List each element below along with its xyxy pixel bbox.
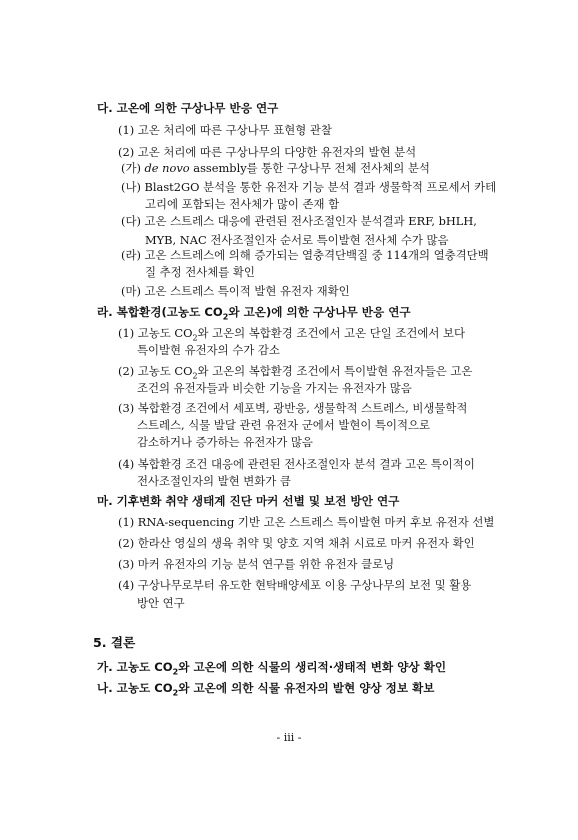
- sub-item-na: (나) Blast2GO 분석을 통한 유전자 기능 분석 결과 생물학적 프로세서 카테: [121, 180, 497, 194]
- section-heading-da: 다. 고온에 의한 구상나무 반응 연구: [97, 101, 279, 115]
- list-item: (2) 고온 처리에 따른 구상나무의 다양한 유전자의 발현 분석: [118, 145, 417, 159]
- conclusion-item-ga: [97, 660, 446, 679]
- heading-text: 와 고온)에 의한 구상나무 반응 연구: [228, 305, 411, 319]
- section-heading-ra: [97, 305, 411, 324]
- sub-item-na-cont: 고리에 포함되는 전사체가 많이 존재 함: [145, 197, 340, 211]
- list-item: (4) 구상나무로부터 유도한 현탁배양세포 이용 구상나무의 보전 및 활용: [118, 578, 472, 592]
- item-text: 와 고온의 복합환경 조건에서 특이발현 유전자들은 고온: [197, 364, 473, 378]
- list-item: (1) 고온 처리에 따른 구상나무 표현형 관찰: [118, 123, 332, 137]
- list-item: (2) 한라산 영실의 생육 취약 및 양호 지역 채취 시료로 마커 유전자 확인: [118, 536, 475, 550]
- subscript: 2: [192, 371, 198, 381]
- section-heading-ma: 마. 기후변화 취약 생태계 진단 마커 선별 및 보전 방안 연구: [97, 494, 400, 508]
- conclusion-item-na: [97, 681, 435, 700]
- list-item: (1) RNA-sequencing 기반 고온 스트레스 특이발현 마커 후보 유전자 선별: [118, 515, 495, 529]
- sub-item-ma: (마) 고온 스트레스 특이적 발현 유전자 재확인: [121, 284, 350, 298]
- heading-text: 라. 복합환경(고농도 CO: [97, 305, 223, 319]
- conclusion-heading: 5. 결론: [93, 635, 136, 650]
- list-item-cont: 특이발현 유전자의 수가 감소: [137, 343, 280, 357]
- sub-item-ra: (라) 고온 스트레스에 의해 증가되는 열충격단백질 중 114개의 열충격단백: [121, 248, 489, 262]
- list-item-cont: 스트레스, 식물 발달 관련 유전자 군에서 발현이 특이적으로: [137, 418, 431, 432]
- sub-item-ra-cont: 질 추정 전사체를 확인: [145, 265, 255, 279]
- conclusion-text: 와 고온에 의한 식물 유전자의 발현 양상 정보 확보: [178, 681, 435, 695]
- sub-item-ga: [121, 161, 430, 175]
- list-item: (3) 복합환경 조건에서 세포벽, 광반응, 생물학적 스트레스, 비생물학적: [118, 401, 468, 415]
- subscript: 2: [222, 312, 229, 322]
- list-item-cont: 방안 연구: [137, 596, 185, 610]
- sub-item-da-cont: MYB, NAC 전사조절인자 순서로 특이발현 전사체 수가 많음: [145, 233, 449, 247]
- item-text: (1) 고농도 CO: [118, 326, 193, 340]
- list-item-cont: 조건의 유전자들과 비슷한 기능을 가지는 유전자가 많음: [137, 381, 412, 395]
- list-item-cont: 감소하거나 증가하는 유전자가 많음: [137, 435, 313, 449]
- subscript: 2: [172, 688, 179, 698]
- sub-item-da: (다) 고온 스트레스 대응에 관련된 전사조절인자 분석결과 ERF, bHLH,: [121, 214, 477, 228]
- subscript: 2: [192, 333, 198, 343]
- italic-term: de novo: [144, 161, 190, 175]
- sub-item-text: assembly를 통한 구상나무 전체 전사체의 분석: [189, 161, 430, 175]
- list-item: (3) 마커 유전자의 기능 분석 연구를 위한 유전자 클로닝: [118, 557, 395, 571]
- conclusion-text: 나. 고농도 CO: [97, 681, 173, 695]
- list-item-cont: 전사조절인자의 발현 변화가 큼: [137, 474, 291, 488]
- item-text: (2) 고농도 CO: [118, 364, 193, 378]
- conclusion-text: 가. 고농도 CO: [97, 660, 173, 674]
- sub-item-prefix: (가): [121, 161, 145, 175]
- page-number: - iii -: [276, 731, 302, 744]
- list-item: (4) 복합환경 조건 대응에 관련된 전사조절인자 분석 결과 고온 특이적이: [118, 457, 475, 471]
- item-text: 와 고온의 복합환경 조건에서 고온 단일 조건에서 보다: [197, 326, 465, 340]
- subscript: 2: [172, 667, 179, 677]
- conclusion-text: 와 고온에 의한 식물의 생리적·생태적 변화 양상 확인: [178, 660, 447, 674]
